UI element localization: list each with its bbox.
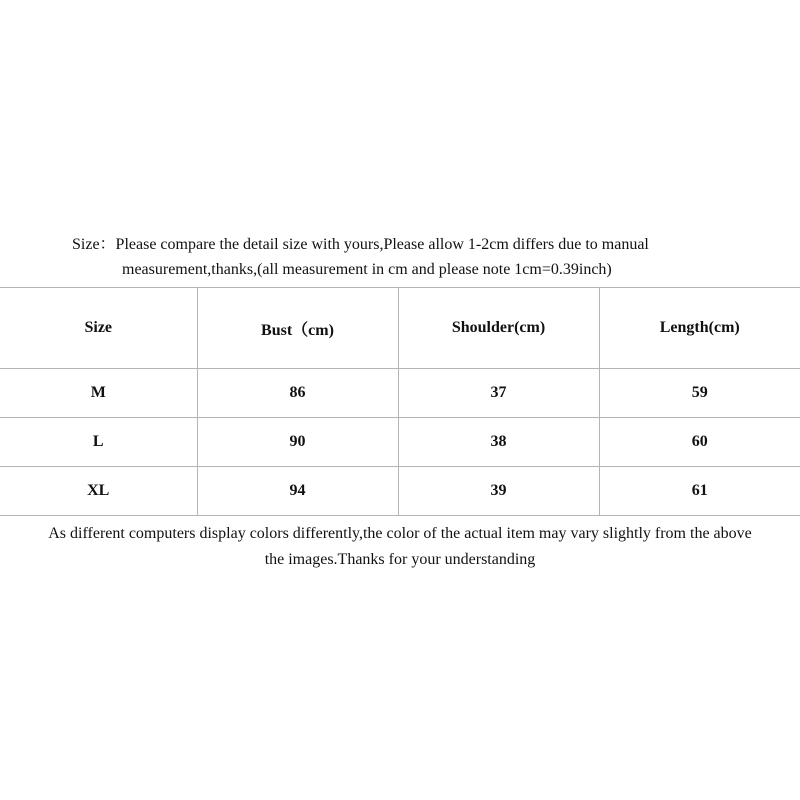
size-instructions [0, 232, 800, 282]
table-row [0, 369, 800, 418]
cell-bust: 90 [197, 418, 398, 467]
cell-size: M [0, 369, 197, 418]
size-instructions-line-2: measurement,thanks,(all measurement in cm and please note 1cm=0.39inch) [122, 261, 612, 278]
size-chart-table [0, 287, 800, 516]
header-shoulder: Shoulder(cm) [398, 288, 599, 369]
cell-bust: 86 [197, 369, 398, 418]
table-row [0, 467, 800, 516]
header-size: Size [0, 288, 197, 369]
cell-shoulder: 37 [398, 369, 599, 418]
cell-shoulder: 39 [398, 467, 599, 516]
color-disclaimer [0, 521, 800, 573]
header-bust: Bust（cm) [197, 288, 398, 369]
size-instructions-line-1: Size：Please compare the detail size with yours,Please allow 1-2cm differs due to manual [72, 236, 649, 253]
cell-length: 60 [599, 418, 800, 467]
color-disclaimer-line-1: As different computers display colors differently,the color of the actual item may vary slightly from the above [48, 525, 752, 542]
cell-bust: 94 [197, 467, 398, 516]
cell-length: 61 [599, 467, 800, 516]
cell-size: XL [0, 467, 197, 516]
color-disclaimer-line-2: the images.Thanks for your understanding [264, 551, 536, 568]
cell-length: 59 [599, 369, 800, 418]
table-row [0, 418, 800, 467]
cell-size: L [0, 418, 197, 467]
header-length: Length(cm) [599, 288, 800, 369]
cell-shoulder: 38 [398, 418, 599, 467]
table-header-row [0, 288, 800, 369]
